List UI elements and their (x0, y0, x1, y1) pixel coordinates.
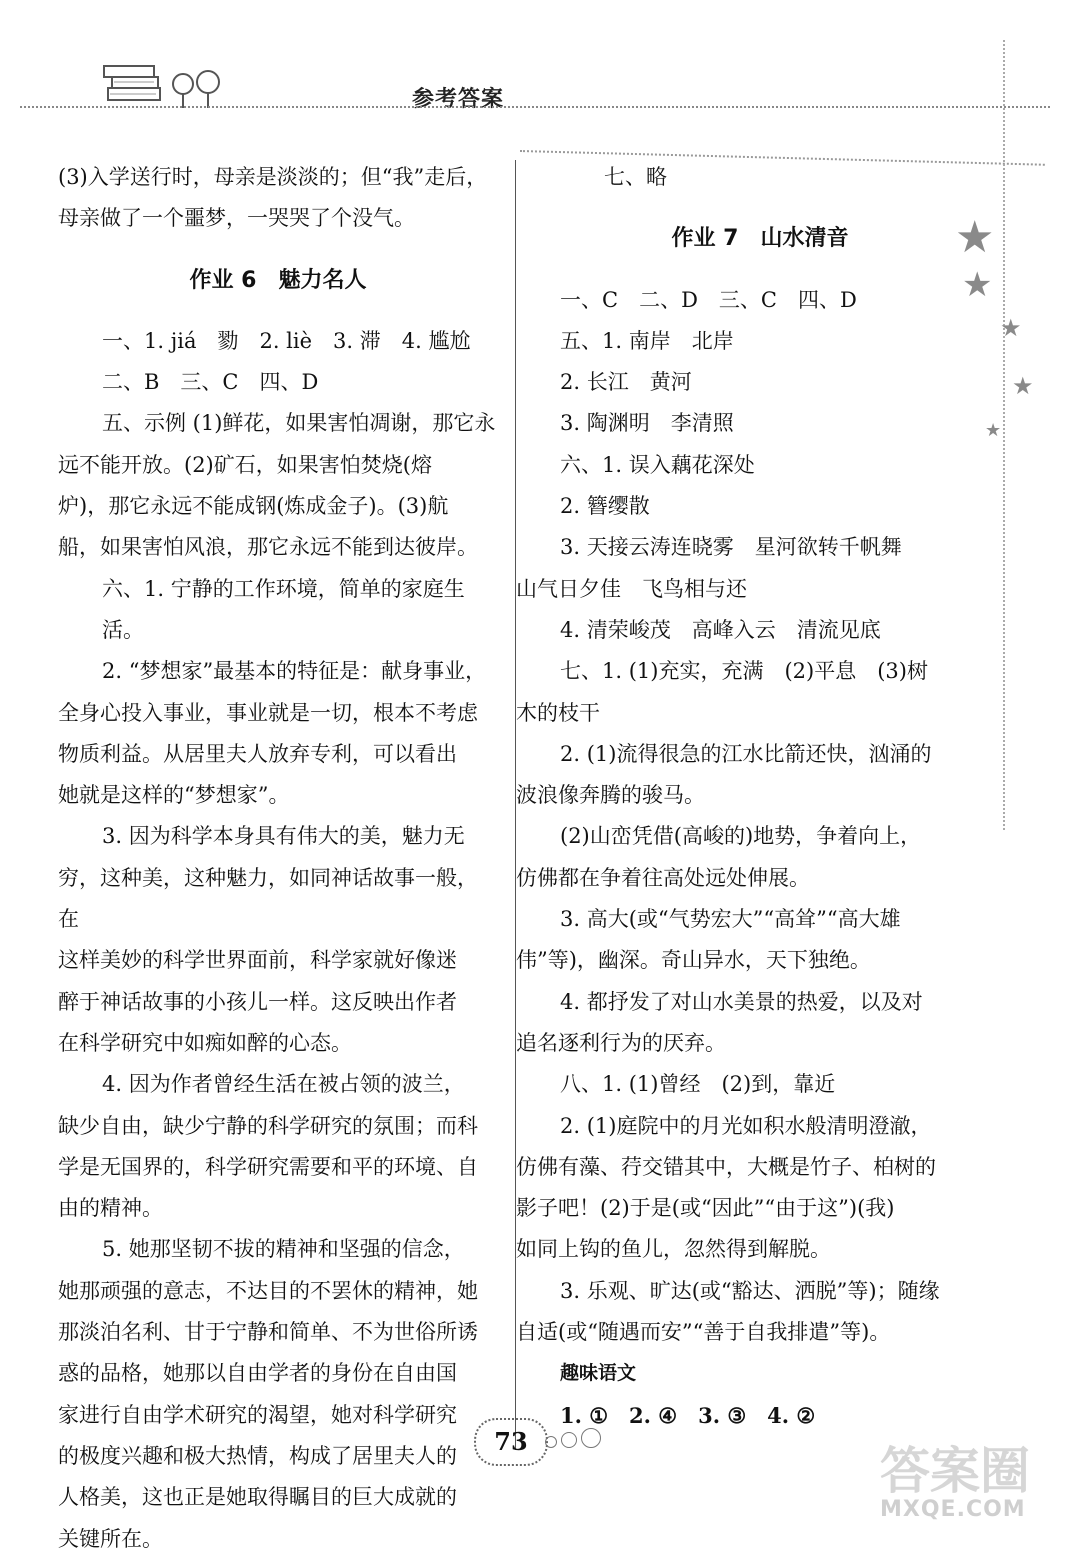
answer-line: 山气日夕佳 飞鸟相与还 (516, 576, 747, 601)
answer-line: 七、略 (604, 165, 667, 189)
answer-line: 那淡泊名利、甘于宁静和简单、不为世俗所诱 (58, 1320, 478, 1345)
watermark-url: MXQE.COM (880, 1497, 1026, 1522)
answer-line: 二、B 三、C 四、D (102, 370, 319, 395)
answer-line: 2. “梦想家”最基本的特征是：献身事业， (102, 659, 487, 684)
answer-line: 八、1. (1)曾经 (2)到，靠近 (560, 1072, 836, 1097)
answer-line: 2. 簪缨散 (560, 494, 650, 519)
answer-line: 3. 天接云涛连晓雾 星河欲转千帆舞 (560, 535, 902, 560)
watermark (880, 1442, 1060, 1530)
page-header (0, 0, 1067, 170)
header-dotted-line (20, 106, 1050, 108)
answer-line: 3. 乐观、旷达(或“豁达、洒脱”等)；随缘 (560, 1278, 940, 1303)
answer-line: 的极度兴趣和极大热情，构成了居里夫人的 (58, 1443, 457, 1468)
answer-line: 影子吧！(2)于是(或“因此”“由于这”)(我) (516, 1196, 895, 1221)
answer-line: 醉于神话故事的小孩儿一样。这反映出作者 (58, 989, 457, 1014)
answer-line: 追名逐利行为的厌弃。 (516, 1030, 726, 1055)
answer-line: 2. (1)庭院中的月光如积水般清明澄澈， (560, 1113, 932, 1138)
answer-line: 伟”等)，幽深。奇山异水，天下独绝。 (516, 948, 871, 973)
answer-line: 这样美妙的科学世界面前，科学家就好像迷 (58, 948, 457, 973)
answer-line: 4. 清荣峻茂 高峰入云 清流见底 (560, 617, 881, 642)
answer-line: 她那顽强的意志，不达目的不罢休的精神，她 (58, 1278, 478, 1303)
answer-line: 六、1. 宁静的工作环境，简单的家庭生活。 (102, 576, 465, 642)
answer-line: 木的枝干 (516, 700, 600, 725)
answer-line: 七、1. (1)充实，充满 (2)平息 (3)树 (560, 659, 928, 684)
fun-chinese-title: 趣味语文 (560, 1362, 637, 1385)
answer-line: 五、示例 (1)鲜花，如果害怕凋谢，那它永 (102, 411, 496, 436)
answer-line: 关键所在。 (58, 1526, 163, 1551)
star-icon: ★ (955, 212, 995, 263)
answer-line: 穷，这种美，这种魅力，如同神话故事一般，在 (58, 865, 478, 932)
text-line: (3)入学送行时，母亲是淡淡的；但“我”走后， (58, 165, 488, 189)
answer-line: 在科学研究中如痴如醉的心态。 (58, 1030, 352, 1055)
answer-line: 人格美，这也正是她取得瞩目的巨大成就的 (58, 1485, 457, 1510)
answer-line: 物质利益。从居里夫人放弃专利，可以看出 (58, 741, 457, 766)
answer-line: 炉)，那它永远不能成钢(炼成金子)。(3)航 (58, 494, 449, 519)
right-column (516, 157, 960, 1436)
header-title: 参考答案 (412, 87, 505, 112)
answer-line: 3. 因为科学本身具有伟大的美，魅力无 (102, 824, 465, 849)
answer-line: 六、1. 误入藕花深处 (560, 452, 755, 477)
answer-line: 4. 因为作者曾经生活在被占领的波兰， (102, 1072, 465, 1097)
answer-line: 仿佛有藻、荇交错其中，大概是竹子、柏树的 (516, 1154, 936, 1179)
answer-line: 5. 她那坚韧不拔的精神和坚强的信念， (102, 1237, 465, 1262)
answer-line: 2. (1)流得很急的江水比箭还快，汹涌的 (560, 741, 932, 766)
star-icon: ★ (985, 420, 1002, 441)
star-icon: ★ (1012, 372, 1034, 400)
answer-line: 学是无国界的，科学研究需要和平的环境、自 (58, 1154, 478, 1179)
answer-line: 一、1. jiá 勠 2. liè 3. 滞 4. 尴尬 (102, 328, 471, 353)
section-heading: 作业 7 山水清音 (671, 226, 849, 252)
answer-line: (2)山峦凭借(高峻的)地势，争着向上， (560, 824, 922, 849)
answer-line: 3. 高大(或“气势宏大”“高耸”“高大雄 (560, 907, 901, 932)
answer-line: 4. 都抒发了对山水美景的热爱，以及对 (560, 989, 923, 1014)
answer-line: 船，如果害怕风浪，那它永远不能到达彼岸。 (58, 535, 478, 560)
text-line: 母亲做了一个噩梦，一哭哭了个没气。 (58, 206, 415, 231)
answer-line: 波浪像奔腾的骏马。 (516, 783, 705, 808)
answer-line: 家进行自由学术研究的渴望，她对科学研究 (58, 1402, 457, 1427)
answer-line: 惑的品格，她那以自由学者的身份在自由国 (58, 1361, 457, 1386)
answer-line: 1. ① 2. ④ 3. ③ 4. ② (560, 1402, 816, 1428)
answer-line: 缺少自由，缺少宁静的科学研究的氛围；而科 (58, 1113, 478, 1138)
section-heading: 作业 6 魅力名人 (189, 267, 367, 293)
left-column (58, 157, 498, 1560)
answer-line: 自适(或“随遇而安”“善于自我排遣”等)。 (516, 1320, 891, 1345)
vertical-dotted-line (1003, 40, 1005, 830)
answer-line: 仿佛都在争着往高处远处伸展。 (516, 865, 810, 890)
answer-line: 由的精神。 (58, 1196, 163, 1221)
answer-line: 如同上钩的鱼儿，忽然得到解脱。 (516, 1237, 831, 1262)
decorative-circles (545, 1428, 605, 1452)
answer-line: 2. 长江 黄河 (560, 370, 692, 395)
star-icon: ★ (1000, 314, 1022, 342)
watermark-text: 答案圈 (880, 1442, 1030, 1500)
answer-line: 她就是这样的“梦想家”。 (58, 783, 290, 808)
answer-line: 远不能开放。(2)矿石，如果害怕焚烧(熔 (58, 452, 432, 477)
answer-line: 3. 陶渊明 李清照 (560, 411, 734, 436)
answer-line: 一、C 二、D 三、C 四、D (560, 287, 857, 312)
star-icon: ★ (962, 265, 993, 305)
books-icon (100, 60, 170, 105)
answer-line: 全身心投入事业，事业就是一切，根本不考虑 (58, 700, 478, 725)
page-number: 73 (474, 1418, 548, 1466)
answer-line: 五、1. 南岸 北岸 (560, 328, 734, 353)
trees-icon (168, 70, 226, 110)
